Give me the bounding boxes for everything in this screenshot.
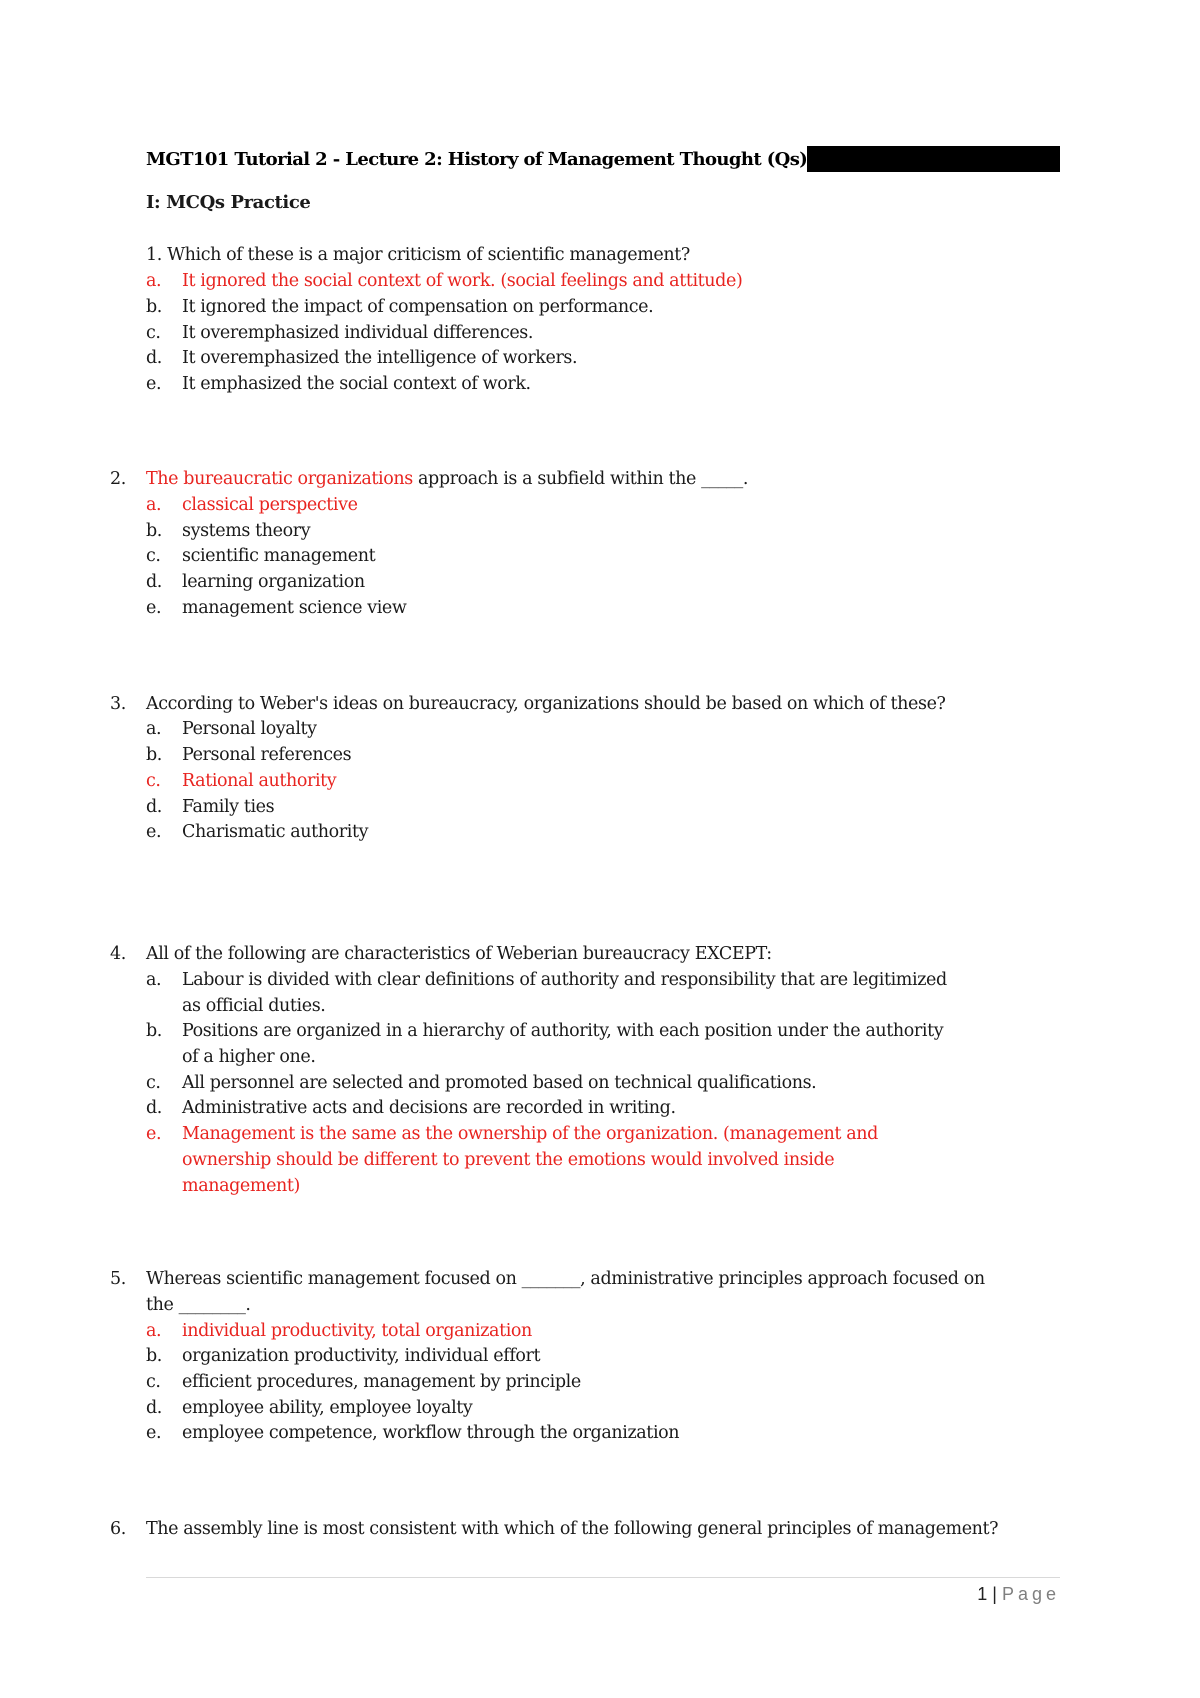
page-number: 1: [977, 1584, 988, 1604]
option-letter: b.: [146, 521, 162, 541]
option-text: systems theory: [182, 521, 311, 541]
question-number: 2.: [110, 469, 126, 489]
option-letter: a.: [146, 1321, 162, 1341]
question-text-highlight: The bureaucratic organizations: [146, 469, 413, 489]
option-text: Personal references: [182, 745, 352, 765]
option-letter: e.: [146, 374, 162, 394]
question-text: According to Weber's ideas on bureaucracy, organizations should be based on which of these?: [146, 694, 946, 714]
option-letter: d.: [146, 1098, 162, 1118]
question-text-line: Whereas scientific management focused on _______, administrative principles approach focused on: [146, 1269, 985, 1289]
option-text: Family ties: [182, 797, 275, 817]
question-number: 1.: [146, 245, 162, 265]
page-footer: [977, 1584, 1060, 1605]
option-text-line: All personnel are selected and promoted based on technical qualifications.: [182, 1073, 817, 1093]
option-letter: b.: [146, 1021, 162, 1041]
option-letter: c.: [146, 771, 161, 791]
option-text: organization productivity, individual effort: [182, 1346, 541, 1366]
option-4e-cont2: management): [182, 1176, 300, 1196]
option-text: Rational authority: [182, 771, 337, 791]
section-heading: I: MCQs Practice: [146, 192, 311, 213]
option-text: It ignored the social context of work. (social feelings and attitude): [182, 271, 743, 291]
document-title: MGT101 Tutorial 2 - Lecture 2: History of Management Thought (Qs): [146, 146, 807, 172]
question-text: [146, 468, 748, 490]
question-number: 6.: [110, 1519, 126, 1539]
page-label: Page: [1001, 1584, 1060, 1604]
option-letter: b.: [146, 745, 162, 765]
option-letter: d.: [146, 572, 162, 592]
question-number: 4.: [110, 944, 126, 964]
option-4a-cont: as official duties.: [182, 996, 326, 1016]
option-letter: a.: [146, 495, 162, 515]
option-text: It overemphasized the intelligence of workers.: [182, 348, 578, 368]
option-text: Charismatic authority: [182, 822, 369, 842]
question-number: 3.: [110, 694, 126, 714]
question-text: Which of these is a major criticism of scientific management?: [167, 245, 690, 265]
question-5-cont: the ________.: [146, 1295, 251, 1315]
question-1: [146, 244, 690, 266]
option-text-line: Positions are organized in a hierarchy of authority, with each position under the authority: [182, 1021, 944, 1041]
question-text-rest: approach is a subfield within the _____.: [412, 469, 749, 489]
option-4b-cont: of a higher one.: [182, 1047, 316, 1067]
option-letter: a.: [146, 719, 162, 739]
option-text-line: Administrative acts and decisions are recorded in writing.: [182, 1098, 676, 1118]
option-text: efficient procedures, management by principle: [182, 1372, 581, 1392]
footer-separator: |: [992, 1584, 997, 1604]
option-text: It emphasized the social context of work.: [182, 374, 531, 394]
option-letter: e.: [146, 822, 162, 842]
option-letter: e.: [146, 1124, 162, 1144]
option-letter: a.: [146, 970, 162, 990]
option-text: It overemphasized individual differences.: [182, 323, 534, 343]
option-text-line: Management is the same as the ownership of the organization. (management and: [182, 1124, 878, 1144]
question-text: All of the following are characteristics of Weberian bureaucracy EXCEPT:: [146, 944, 772, 964]
title-bar: [146, 146, 1060, 172]
option-text: It ignored the impact of compensation on performance.: [182, 297, 654, 317]
option-letter: a.: [146, 271, 162, 291]
option-letter: d.: [146, 1398, 162, 1418]
option-4e-cont: ownership should be different to prevent the emotions would involved inside: [182, 1150, 835, 1170]
option-letter: b.: [146, 1346, 162, 1366]
option-text: learning organization: [182, 572, 365, 592]
footer-divider: [146, 1577, 1060, 1578]
option-letter: c.: [146, 1073, 161, 1093]
option-letter: e.: [146, 1423, 162, 1443]
option-letter: b.: [146, 297, 162, 317]
option-text: individual productivity, total organization: [182, 1321, 532, 1341]
option-letter: d.: [146, 348, 162, 368]
option-text-line: Labour is divided with clear definitions of authority and responsibility that are legitimized: [182, 970, 947, 990]
option-text: Personal loyalty: [182, 719, 317, 739]
question-number: 5.: [110, 1269, 126, 1289]
option-letter: e.: [146, 598, 162, 618]
option-text: employee competence, workflow through the organization: [182, 1423, 680, 1443]
option-text: employee ability, employee loyalty: [182, 1398, 473, 1418]
question-text: The assembly line is most consistent with which of the following general principles of management?: [146, 1519, 999, 1539]
option-letter: d.: [146, 797, 162, 817]
option-text: classical perspective: [182, 495, 358, 515]
option-text: management science view: [182, 598, 407, 618]
option-letter: c.: [146, 323, 161, 343]
option-letter: c.: [146, 1372, 161, 1392]
option-text: scientific management: [182, 546, 376, 566]
option-letter: c.: [146, 546, 161, 566]
